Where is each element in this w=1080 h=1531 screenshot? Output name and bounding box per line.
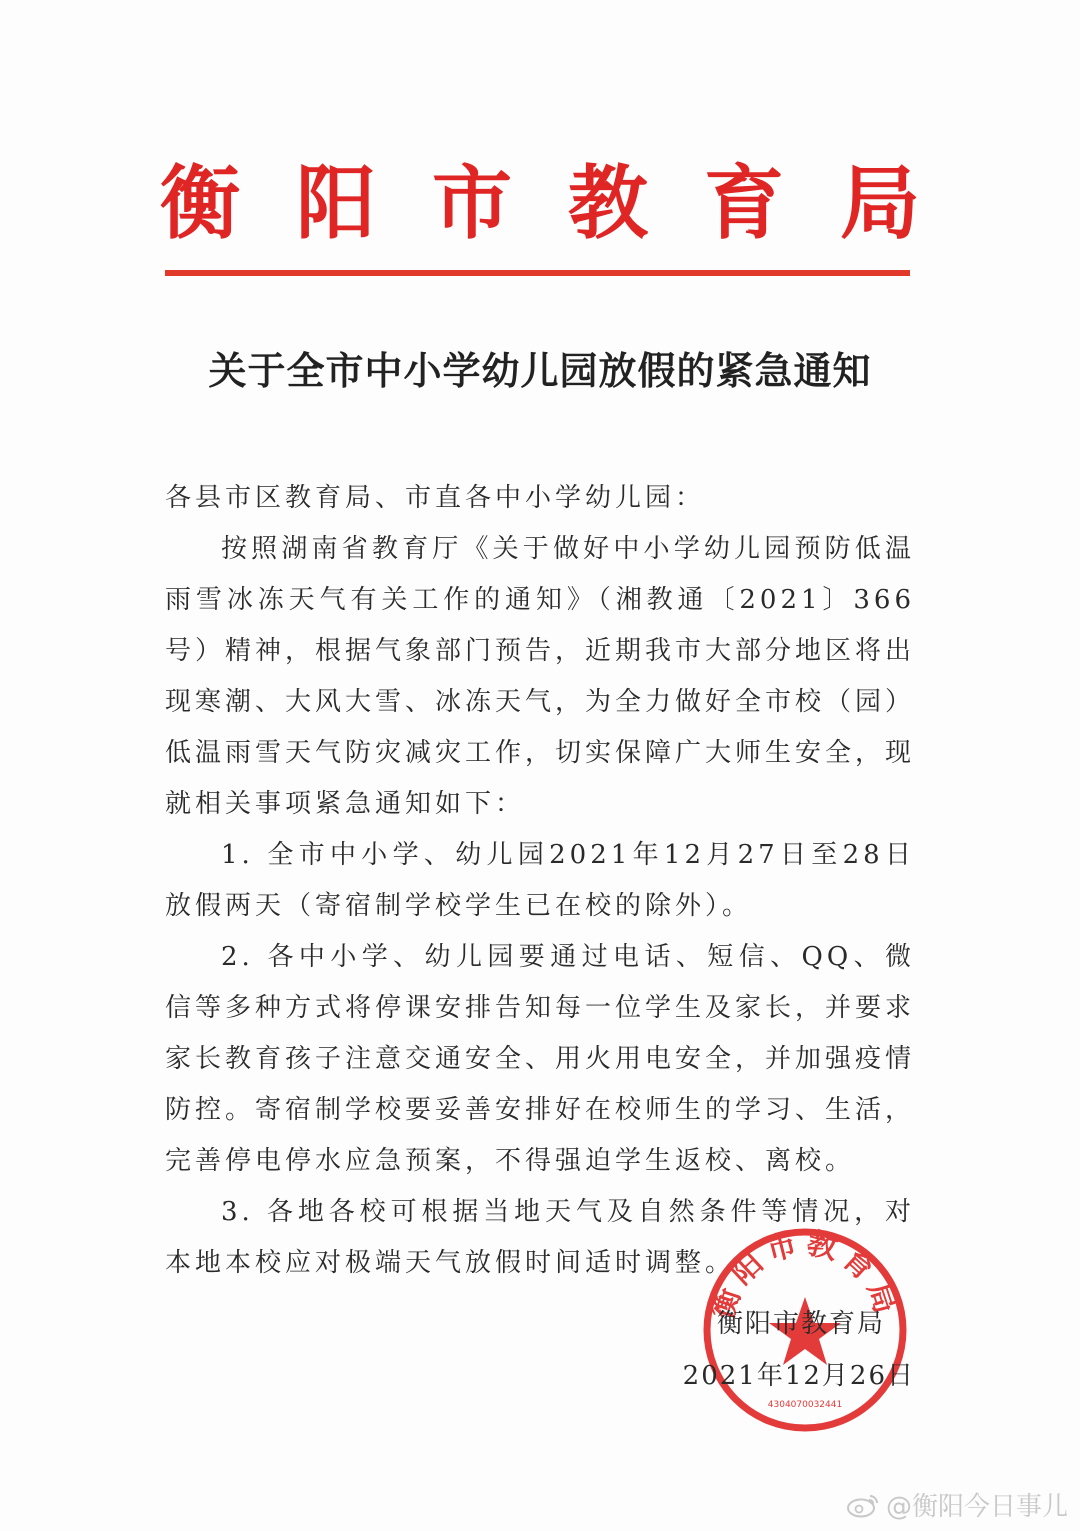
letterhead-red-rule — [165, 270, 910, 276]
letterhead-char: 阳 — [296, 156, 376, 250]
seal-text: 衡阳市教育局 — [705, 1225, 905, 1324]
body-paragraph: 3. 各地各校可根据当地天气及自然条件等情况，对本地本校应对极端天气放假时间适时调整。 — [165, 1197, 915, 1278]
letterhead-char: 市 — [432, 156, 512, 250]
letterhead-char: 育 — [704, 156, 784, 250]
salutation: 各县市区教育局、市直各中小学幼儿园： — [165, 483, 706, 513]
body-paragraph: 2. 各中小学、幼儿园要通过电话、短信、QQ、微信等多种方式将停课安排告知每一位学生及家长，并要求家长教育孩子注意交通安全、用火用电安全，并加强疫情防控。寄宿制学校要妥善安排好在校师生的学习、生活，完善停电停水应急预案，不得强迫学生返校、离校。 — [165, 942, 916, 1176]
watermark — [846, 1486, 1068, 1523]
body-paragraph: 按照湖南省教育厅《关于做好中小学幼儿园预防低温雨雪冰冻天气有关工作的通知》（湘教通〔2021〕366号）精神，根据气象部门预告，近期我市大部分地区将出现寒潮、大风大雪、冰冻天气，为全力做好全市校（园）低温雨雪天气防灾减灾工作，切实保障广大师生安全，现就相关事项紧急通知如下： — [165, 534, 916, 819]
letterhead-char: 教 — [568, 156, 648, 250]
document-title: 关于全市中小学幼儿园放假的紧急通知 — [208, 348, 872, 393]
signature-date: 2021年12月26日 — [682, 1361, 915, 1391]
body-paragraph: 1. 全市中小学、幼儿园2021年12月27日至28日放假两天（寄宿制学校学生已在校的除外）。 — [165, 840, 915, 921]
letterhead — [160, 158, 920, 248]
seal-number: 4304070032441 — [767, 1400, 843, 1410]
weibo-icon — [846, 1492, 880, 1518]
signature-org: 衡阳市教育局 — [716, 1309, 885, 1339]
letterhead-char: 局 — [840, 156, 920, 250]
letterhead-char: 衡 — [160, 156, 240, 250]
document-body — [165, 473, 915, 1289]
watermark-text: @衡阳今日事儿 — [885, 1492, 1068, 1522]
